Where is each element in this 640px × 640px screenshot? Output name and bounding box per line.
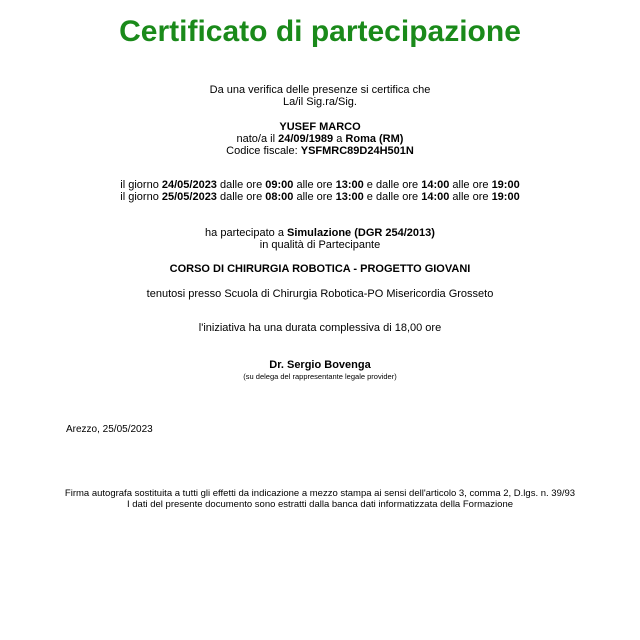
footer-line-1: Firma autografa sostituita a tutti gli effetti da indicazione a mezzo stampa ai sensi dell'articolo 3, comma 2, D.lgs. n. 39/93 (64, 488, 576, 499)
birth-prefix: nato/a il (236, 133, 279, 145)
session-date: 24/05/2023 (161, 179, 217, 191)
course-title: CORSO DI CHIRURGIA ROBOTICA - PROGETTO GIOVANI (169, 263, 471, 275)
intro-line-1: Da una verifica delle presenze si certifica che (209, 84, 431, 96)
session-time: 14:00 (421, 179, 450, 191)
fiscal-code: YSFMRC89D24H501N (300, 145, 414, 157)
session-text: il giorno (120, 179, 162, 191)
session-time: 08:00 (265, 191, 294, 203)
session-time: 19:00 (491, 179, 520, 191)
session-text: alle ore (449, 191, 492, 203)
duration-line: l'iniziativa ha una durata complessiva di 18,00 ore (198, 322, 442, 334)
participation-type: Simulazione (DGR 254/2013) (287, 227, 435, 239)
footer-line-2: I dati del presente documento sono estratti dalla banca dati informatizzata della Formazione (126, 499, 514, 510)
session-text: dalle ore (216, 179, 266, 191)
signatory-name: Dr. Sergio Bovenga (269, 359, 371, 371)
session-text: alle ore (449, 179, 492, 191)
signatory-note: (su delega del rappresentante legale provider) (243, 372, 397, 381)
session-text: il giorno (120, 191, 162, 203)
intro-line-2: La/il Sig.ra/Sig. (283, 96, 357, 108)
birth-date: 24/09/1989 (278, 133, 334, 145)
session-text: alle ore (293, 179, 336, 191)
birth-mid: a (333, 133, 346, 145)
participation-prefix: ha partecipato a (205, 227, 287, 239)
session-text: dalle ore (216, 191, 266, 203)
participant-name: YUSEF MARCO (279, 121, 361, 133)
fiscal-code-line (0, 145, 640, 158)
session-time: 13:00 (335, 179, 364, 191)
session-time: 14:00 (421, 191, 450, 203)
participation-role: in qualità di Partecipante (259, 239, 381, 251)
place-date: Arezzo, 25/05/2023 (66, 424, 153, 435)
certificate-title: Certificato di partecipazione (119, 15, 521, 48)
session-time: 09:00 (265, 179, 294, 191)
session-time: 19:00 (491, 191, 520, 203)
session-text: alle ore (293, 191, 336, 203)
session-line (0, 191, 640, 204)
session-text: e dalle ore (363, 191, 422, 203)
session-date: 25/05/2023 (161, 191, 217, 203)
session-text: e dalle ore (363, 179, 422, 191)
fiscal-code-prefix: Codice fiscale: (226, 145, 301, 157)
session-time: 13:00 (335, 191, 364, 203)
venue-line: tenutosi presso Scuola di Chirurgia Robotica-PO Misericordia Grosseto (146, 288, 494, 300)
birth-place: Roma (RM) (345, 133, 404, 145)
